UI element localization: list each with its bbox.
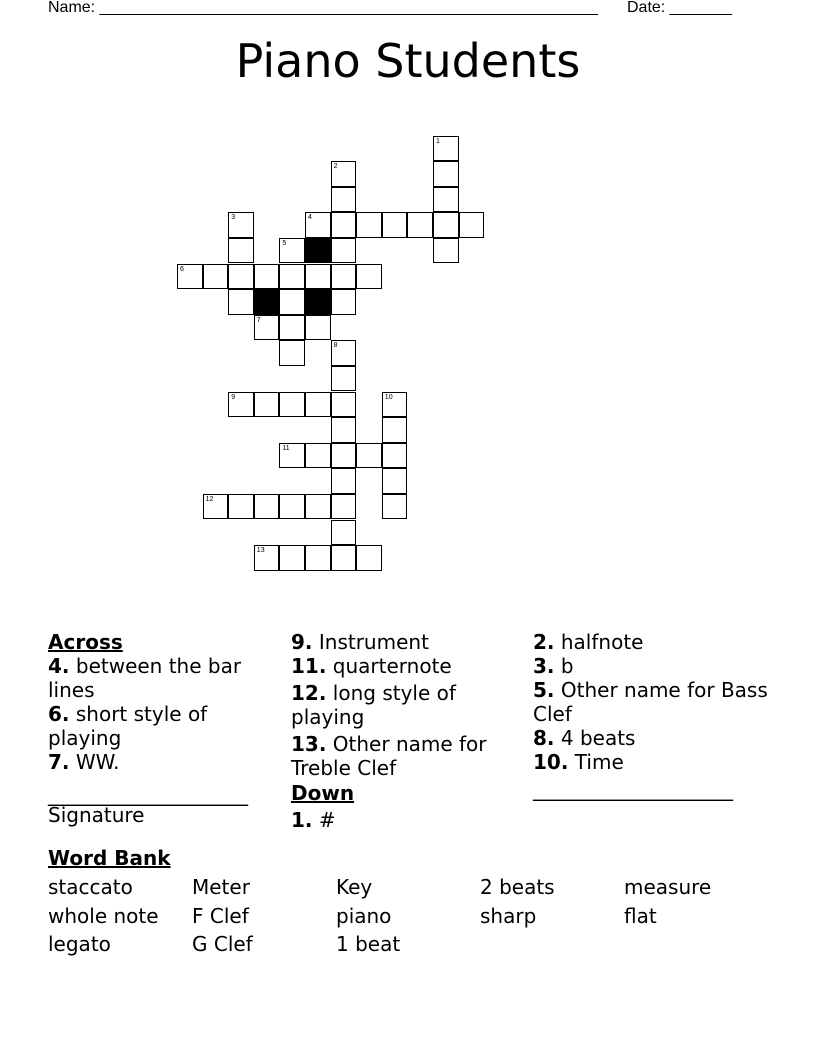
crossword-cell[interactable] — [331, 212, 357, 238]
crossword-cell[interactable] — [228, 212, 254, 238]
clue-number: 13 — [256, 547, 265, 555]
crossword-cell[interactable] — [228, 289, 254, 315]
clue-item: 3. b — [533, 654, 574, 678]
crossword-cell[interactable] — [279, 264, 305, 290]
word-bank-item: 2 beats — [480, 875, 555, 899]
word-bank-item: flat — [624, 904, 657, 928]
crossword-cell[interactable] — [279, 340, 305, 366]
crossword-cell[interactable] — [433, 187, 459, 213]
crossword-cell[interactable] — [407, 212, 433, 238]
word-bank-item: measure — [624, 875, 712, 899]
clue-column-3 — [533, 630, 769, 774]
crossword-cell[interactable] — [382, 494, 408, 520]
clue-item: 6. short style of playing — [48, 702, 208, 750]
clue-item: 9. Instrument — [291, 630, 429, 654]
crossword-cell[interactable] — [459, 212, 485, 238]
crossword-cell[interactable] — [356, 443, 382, 469]
clue-item: 10. Time — [533, 750, 624, 774]
crossword-cell[interactable] — [305, 264, 331, 290]
crossword-cell[interactable] — [331, 238, 357, 264]
clue-number: 4 — [308, 214, 312, 222]
word-bank-item: sharp — [480, 904, 537, 928]
crossword-cell[interactable] — [305, 392, 331, 418]
crossword-cell[interactable] — [279, 238, 305, 264]
crossword-cell[interactable] — [254, 315, 280, 341]
date-field-label: Date: _______ — [627, 0, 732, 16]
clue-item: 12. long style of playing — [291, 681, 456, 729]
word-bank-item: piano — [336, 904, 392, 928]
crossword-cell[interactable] — [331, 520, 357, 546]
crossword-cell[interactable] — [228, 238, 254, 264]
crossword-cell[interactable] — [331, 264, 357, 290]
clue-number: 2 — [333, 163, 338, 171]
clue-item: 5. Other name for Bass Clef — [533, 678, 768, 726]
crossword-cell[interactable] — [305, 443, 331, 469]
crossword-block — [305, 238, 331, 264]
clue-item: 7. WW. — [48, 750, 120, 774]
crossword-cell[interactable] — [331, 443, 357, 469]
crossword-cell[interactable] — [177, 264, 203, 290]
crossword-cell[interactable] — [331, 545, 357, 571]
name-field-label: Name: ________________________________________________________ — [48, 0, 598, 16]
crossword-cell[interactable] — [331, 392, 357, 418]
crossword-cell[interactable] — [228, 494, 254, 520]
crossword-cell[interactable] — [279, 289, 305, 315]
word-bank-heading: Word Bank — [48, 846, 171, 870]
word-bank-item: legato — [48, 932, 111, 956]
crossword-cell[interactable] — [331, 161, 357, 187]
crossword-cell[interactable] — [254, 264, 280, 290]
crossword-cell[interactable] — [331, 340, 357, 366]
crossword-cell[interactable] — [433, 161, 459, 187]
signature-line-left: ____________________ — [48, 782, 248, 806]
clue-item: 13. Other name for Treble Clef — [291, 732, 487, 780]
clue-number: 8 — [333, 342, 338, 350]
clue-number: 11 — [282, 444, 290, 452]
crossword-cell[interactable] — [305, 494, 331, 520]
crossword-cell[interactable] — [305, 315, 331, 341]
across-heading: Across — [48, 630, 123, 654]
crossword-block — [254, 289, 280, 315]
crossword-cell[interactable] — [331, 366, 357, 392]
word-bank-item: Meter — [192, 875, 250, 899]
crossword-cell[interactable] — [382, 392, 408, 418]
signature-label: Signature — [48, 803, 145, 827]
clue-number: 10 — [384, 393, 393, 401]
word-bank-item: G Clef — [192, 932, 253, 956]
crossword-cell[interactable] — [331, 468, 357, 494]
crossword-cell[interactable] — [356, 212, 382, 238]
clue-item: 2. halfnote — [533, 630, 644, 654]
crossword-cell[interactable] — [331, 289, 357, 315]
clue-item: 4. between the bar lines — [48, 654, 242, 702]
crossword-cell[interactable] — [305, 212, 331, 238]
word-bank-item: Key — [336, 875, 373, 899]
crossword-cell[interactable] — [279, 443, 305, 469]
crossword-cell[interactable] — [279, 315, 305, 341]
clue-number: 9 — [231, 393, 236, 401]
clue-number: 1 — [436, 137, 440, 145]
word-bank-item: whole note — [48, 904, 159, 928]
down-heading: Down — [291, 781, 355, 805]
crossword-cell[interactable] — [279, 494, 305, 520]
signature-line-right: ____________________ — [533, 777, 733, 801]
crossword-cell[interactable] — [356, 264, 382, 290]
crossword-cell[interactable] — [331, 417, 357, 443]
crossword-cell[interactable] — [382, 468, 408, 494]
crossword-cell[interactable] — [254, 392, 280, 418]
crossword-cell[interactable] — [228, 392, 254, 418]
crossword-cell[interactable] — [228, 264, 254, 290]
word-bank-item: F Clef — [192, 904, 249, 928]
crossword-cell[interactable] — [254, 545, 280, 571]
crossword-cell[interactable] — [203, 264, 229, 290]
crossword-cell[interactable] — [382, 212, 408, 238]
crossword-cell[interactable] — [254, 494, 280, 520]
crossword-cell[interactable] — [356, 545, 382, 571]
clue-number: 12 — [205, 495, 214, 503]
crossword-cell[interactable] — [279, 545, 305, 571]
clue-column-1 — [48, 630, 284, 774]
clue-number: 5 — [282, 239, 287, 247]
page-title: Piano Students — [235, 34, 581, 88]
clue-number: 3 — [231, 214, 236, 222]
crossword-cell[interactable] — [203, 494, 229, 520]
crossword-cell[interactable] — [433, 238, 459, 264]
clue-item: 8. 4 beats — [533, 726, 636, 750]
clue-number: 7 — [256, 316, 261, 324]
crossword-cell[interactable] — [433, 212, 459, 238]
word-bank-item: 1 beat — [336, 932, 401, 956]
crossword-cell[interactable] — [331, 187, 357, 213]
crossword-cell[interactable] — [279, 392, 305, 418]
crossword-cell[interactable] — [305, 545, 331, 571]
crossword-cell[interactable] — [382, 443, 408, 469]
clue-item: 11. quarternote — [291, 654, 452, 678]
word-bank-item: staccato — [48, 875, 133, 899]
crossword-block — [305, 289, 331, 315]
crossword-cell[interactable] — [433, 136, 459, 162]
clue-column-2 — [291, 630, 527, 832]
clue-item: 1. # — [291, 808, 336, 832]
crossword-cell[interactable] — [382, 417, 408, 443]
clue-number: 6 — [180, 265, 184, 273]
crossword-cell[interactable] — [331, 494, 357, 520]
